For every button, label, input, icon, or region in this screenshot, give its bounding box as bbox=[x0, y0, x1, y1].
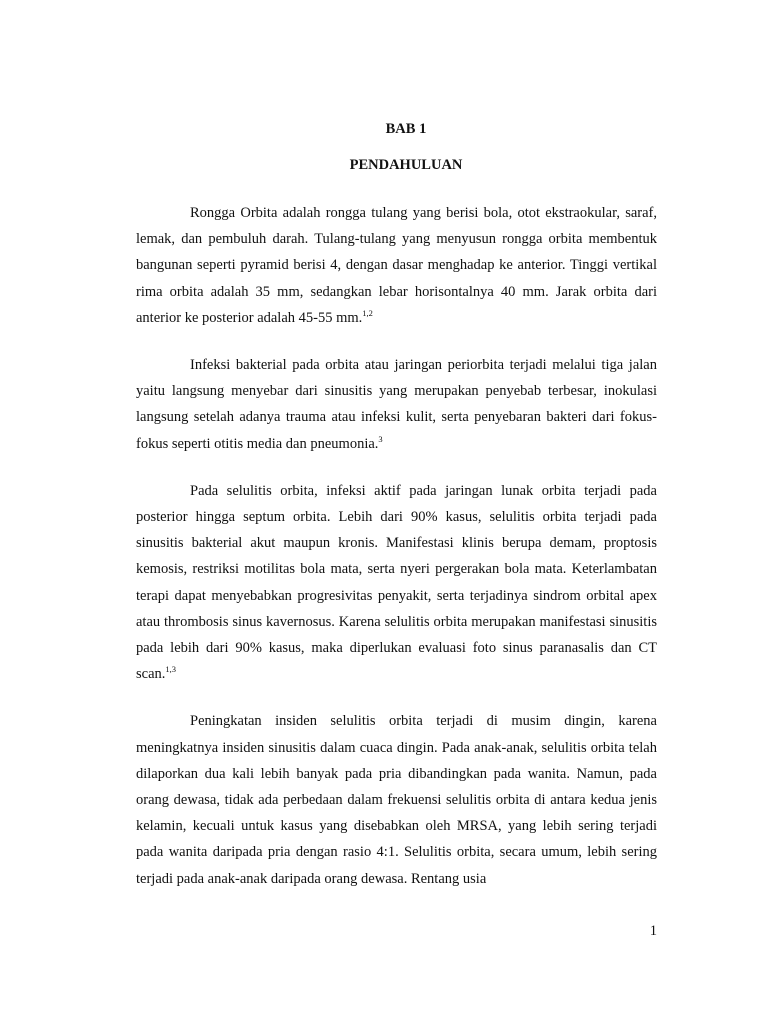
chapter-title: PENDAHULUAN bbox=[349, 157, 463, 173]
paragraph-orbital-cellulitis bbox=[136, 478, 657, 688]
paragraph-text: Infeksi bakterial pada orbita atau jaringan periorbita terjadi melalui tiga jalan yaitu langsung menyebar dari sinusitis yang merupakan penyebab terbesar, inokulasi langsung setelah adanya trauma atau infeksi kulit, serta penyebaran bakteri dari fokus-fokus seperti otitis media dan pneumonia. bbox=[136, 357, 657, 452]
body-text bbox=[136, 200, 657, 892]
paragraph-incidence bbox=[136, 708, 657, 891]
paragraph-orbita-anatomy bbox=[136, 200, 657, 331]
paragraph-bacterial-infection bbox=[136, 352, 657, 457]
citation-superscript: 3 bbox=[378, 433, 383, 444]
citation-superscript: 1,2 bbox=[362, 307, 373, 318]
citation-superscript: 1,3 bbox=[165, 664, 177, 675]
paragraph-text: Peningkatan insiden selulitis orbita terjadi di musim dingin, karena meningkatnya insiden sinusitis dalam cuaca dingin. Pada anak-anak, selulitis orbita telah dilaporkan dua kali lebih banyak pada pria dibandingkan pada wanita. Namun, pada orang dewasa, tidak ada perbedaan dalam frekuensi selulitis orbita di antara kedua jenis kelamin, kecuali untuk kasus yang disebabkan oleh MRSA, yang lebih sering terjadi pada wanita daripada pria dengan rasio 4:1. Selulitis orbita, secara umum, lebih sering terjadi pada anak-anak daripada orang dewasa. Rentang usia bbox=[136, 713, 657, 887]
chapter-number: BAB 1 bbox=[385, 121, 427, 137]
paragraph-text: Pada selulitis orbita, infeksi aktif pada jaringan lunak orbita terjadi pada posterior hingga septum orbita. Lebih dari 90% kasus, selulitis orbita terjadi pada sinusitis bakterial akut maupun kronis. Manifestasi klinis berupa demam, proptosis kemosis, restriksi motilitas bola mata, serta nyeri pergerakan bola mata. Keterlambatan terapi dapat menyebabkan progresivitas penyakit, serta terjadinya sindrom orbital apex atau thrombosis sinus kavernosus. Karena selulitis orbita merupakan manifestasi sinusitis pada lebih dari 90% kasus, maka diperlukan evaluasi foto sinus paranasalis dan CT scan. bbox=[136, 482, 657, 683]
page-number: 1 bbox=[649, 923, 657, 939]
paragraph-text: Rongga Orbita adalah rongga tulang yang berisi bola, otot ekstraokular, saraf, lemak, dan pembuluh darah. Tulang-tulang yang menyusun rongga orbita membentuk bangunan seperti pyramid berisi 4, dengan dasar menghadap ke anterior. Tinggi vertikal rima orbita adalah 35 mm, sedangkan lebar horisontalnya 40 mm. Jarak orbita dari anterior ke posterior adalah 45-55 mm. bbox=[136, 205, 657, 326]
